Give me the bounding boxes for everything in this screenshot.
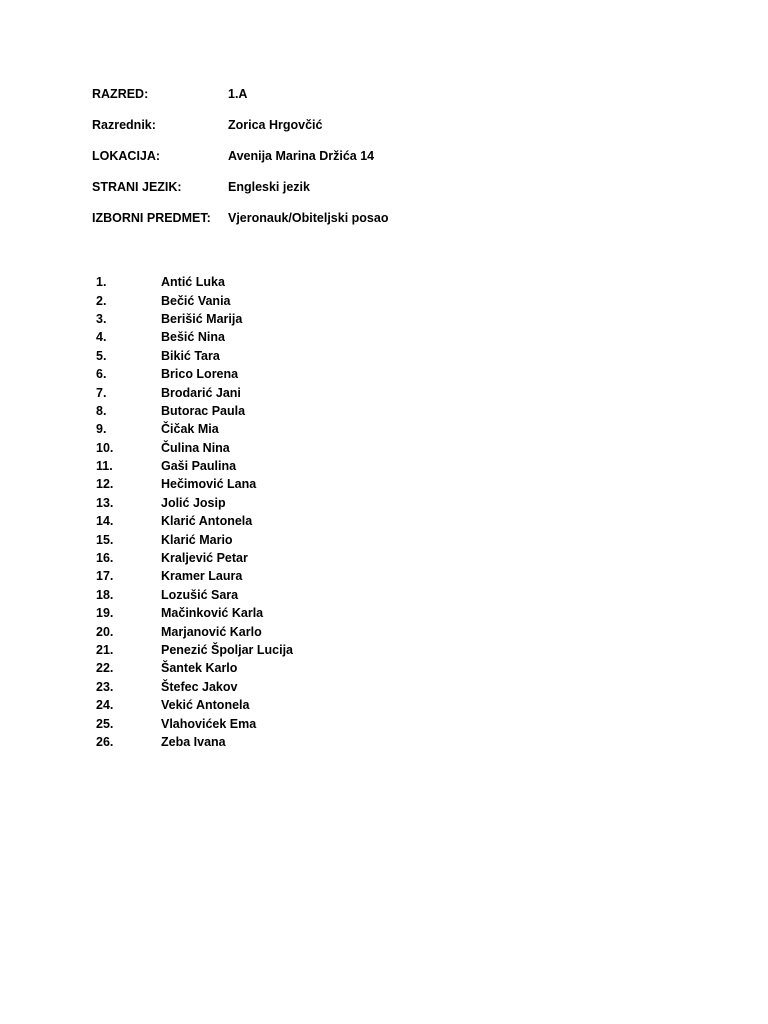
class-info xyxy=(92,86,388,241)
izborni-predmet-label: IZBORNI PREDMET: xyxy=(92,211,211,225)
student-number: 20. xyxy=(96,624,114,639)
student-number: 12. xyxy=(96,477,114,492)
student-name: Butorac Paula xyxy=(161,403,246,418)
student-row xyxy=(96,733,293,751)
info-row-lokacija xyxy=(92,148,388,179)
student-number: 25. xyxy=(96,716,114,731)
student-number: 4. xyxy=(96,330,107,345)
student-name: Berišić Marija xyxy=(161,311,243,326)
student-row xyxy=(96,420,293,438)
student-name: Hečimović Lana xyxy=(161,477,257,492)
strani-jezik-value: Engleski jezik xyxy=(228,180,310,194)
student-row xyxy=(96,328,293,346)
student-number: 26. xyxy=(96,734,114,749)
student-name: Štefec Jakov xyxy=(161,679,238,694)
student-number: 3. xyxy=(96,311,107,326)
student-row xyxy=(96,530,293,548)
student-row xyxy=(96,512,293,530)
student-number: 14. xyxy=(96,514,114,529)
student-number: 5. xyxy=(96,348,107,363)
student-number: 2. xyxy=(96,293,107,308)
student-number: 11. xyxy=(96,459,113,474)
student-row xyxy=(96,696,293,714)
info-row-razrednik xyxy=(92,117,388,148)
student-name: Šantek Karlo xyxy=(161,661,238,676)
student-row xyxy=(96,622,293,640)
student-number: 13. xyxy=(96,495,114,510)
student-name: Klarić Antonela xyxy=(161,514,253,529)
student-name: Jolić Josip xyxy=(161,495,226,510)
student-row xyxy=(96,604,293,622)
student-number: 6. xyxy=(96,367,107,382)
student-name: Klarić Mario xyxy=(161,532,233,547)
student-name: Bikić Tara xyxy=(161,348,220,363)
student-number: 7. xyxy=(96,385,107,400)
student-row xyxy=(96,714,293,732)
student-row xyxy=(96,659,293,677)
student-name: Mačinković Karla xyxy=(161,606,264,621)
student-row xyxy=(96,310,293,328)
student-name: Penezić Špoljar Lucija xyxy=(161,643,293,657)
student-row xyxy=(96,439,293,457)
student-name: Brodarić Jani xyxy=(161,385,241,400)
student-number: 22. xyxy=(96,661,114,676)
student-row xyxy=(96,475,293,493)
info-row-strani-jezik xyxy=(92,179,388,210)
student-row xyxy=(96,678,293,696)
student-name: Gaši Paulina xyxy=(161,459,237,474)
student-name: Antić Luka xyxy=(161,275,225,290)
student-name: Čičak Mia xyxy=(161,422,219,437)
student-row xyxy=(96,402,293,420)
student-row xyxy=(96,347,293,365)
student-number: 17. xyxy=(96,569,114,584)
student-number: 24. xyxy=(96,698,114,713)
student-name: Bešić Nina xyxy=(161,330,225,345)
student-list xyxy=(96,273,293,751)
izborni-predmet-value: Vjeronauk/Obiteljski posao xyxy=(228,211,389,225)
student-row xyxy=(96,567,293,585)
student-row xyxy=(96,383,293,401)
student-number: 8. xyxy=(96,403,107,418)
lokacija-label: LOKACIJA: xyxy=(92,149,161,163)
info-row-razred xyxy=(92,86,388,117)
student-number: 23. xyxy=(96,679,114,694)
student-name: Lozušić Sara xyxy=(161,587,239,602)
student-number: 10. xyxy=(96,440,114,455)
student-number: 18. xyxy=(96,587,114,602)
student-row xyxy=(96,641,293,659)
razrednik-value: Zorica Hrgovčić xyxy=(228,118,323,132)
student-row xyxy=(96,291,293,309)
student-name: Čulina Nina xyxy=(161,440,230,455)
student-name: Marjanović Karlo xyxy=(161,624,262,639)
razrednik-label: Razrednik: xyxy=(92,118,156,132)
student-row xyxy=(96,494,293,512)
student-name: Kramer Laura xyxy=(161,569,243,584)
student-name: Zeba Ivana xyxy=(161,734,226,749)
student-name: Kraljević Petar xyxy=(161,551,248,566)
student-number: 1. xyxy=(96,275,107,290)
lokacija-value: Avenija Marina Držića 14 xyxy=(228,149,375,163)
razred-label: RAZRED: xyxy=(92,87,149,101)
student-number: 9. xyxy=(96,422,107,437)
student-number: 21. xyxy=(96,643,114,657)
student-number: 15. xyxy=(96,532,114,547)
razred-value: 1.A xyxy=(228,87,248,101)
student-number: 16. xyxy=(96,551,114,566)
student-name: Vlahovićek Ema xyxy=(161,716,257,731)
student-row xyxy=(96,549,293,567)
student-row xyxy=(96,365,293,383)
student-name: Brico Lorena xyxy=(161,367,239,382)
student-name: Bečić Vania xyxy=(161,293,231,308)
student-row xyxy=(96,273,293,291)
student-name: Vekić Antonela xyxy=(161,698,250,713)
student-row xyxy=(96,457,293,475)
strani-jezik-label: STRANI JEZIK: xyxy=(92,180,182,194)
info-row-izborni-predmet xyxy=(92,210,388,241)
student-row xyxy=(96,586,293,604)
student-number: 19. xyxy=(96,606,114,621)
